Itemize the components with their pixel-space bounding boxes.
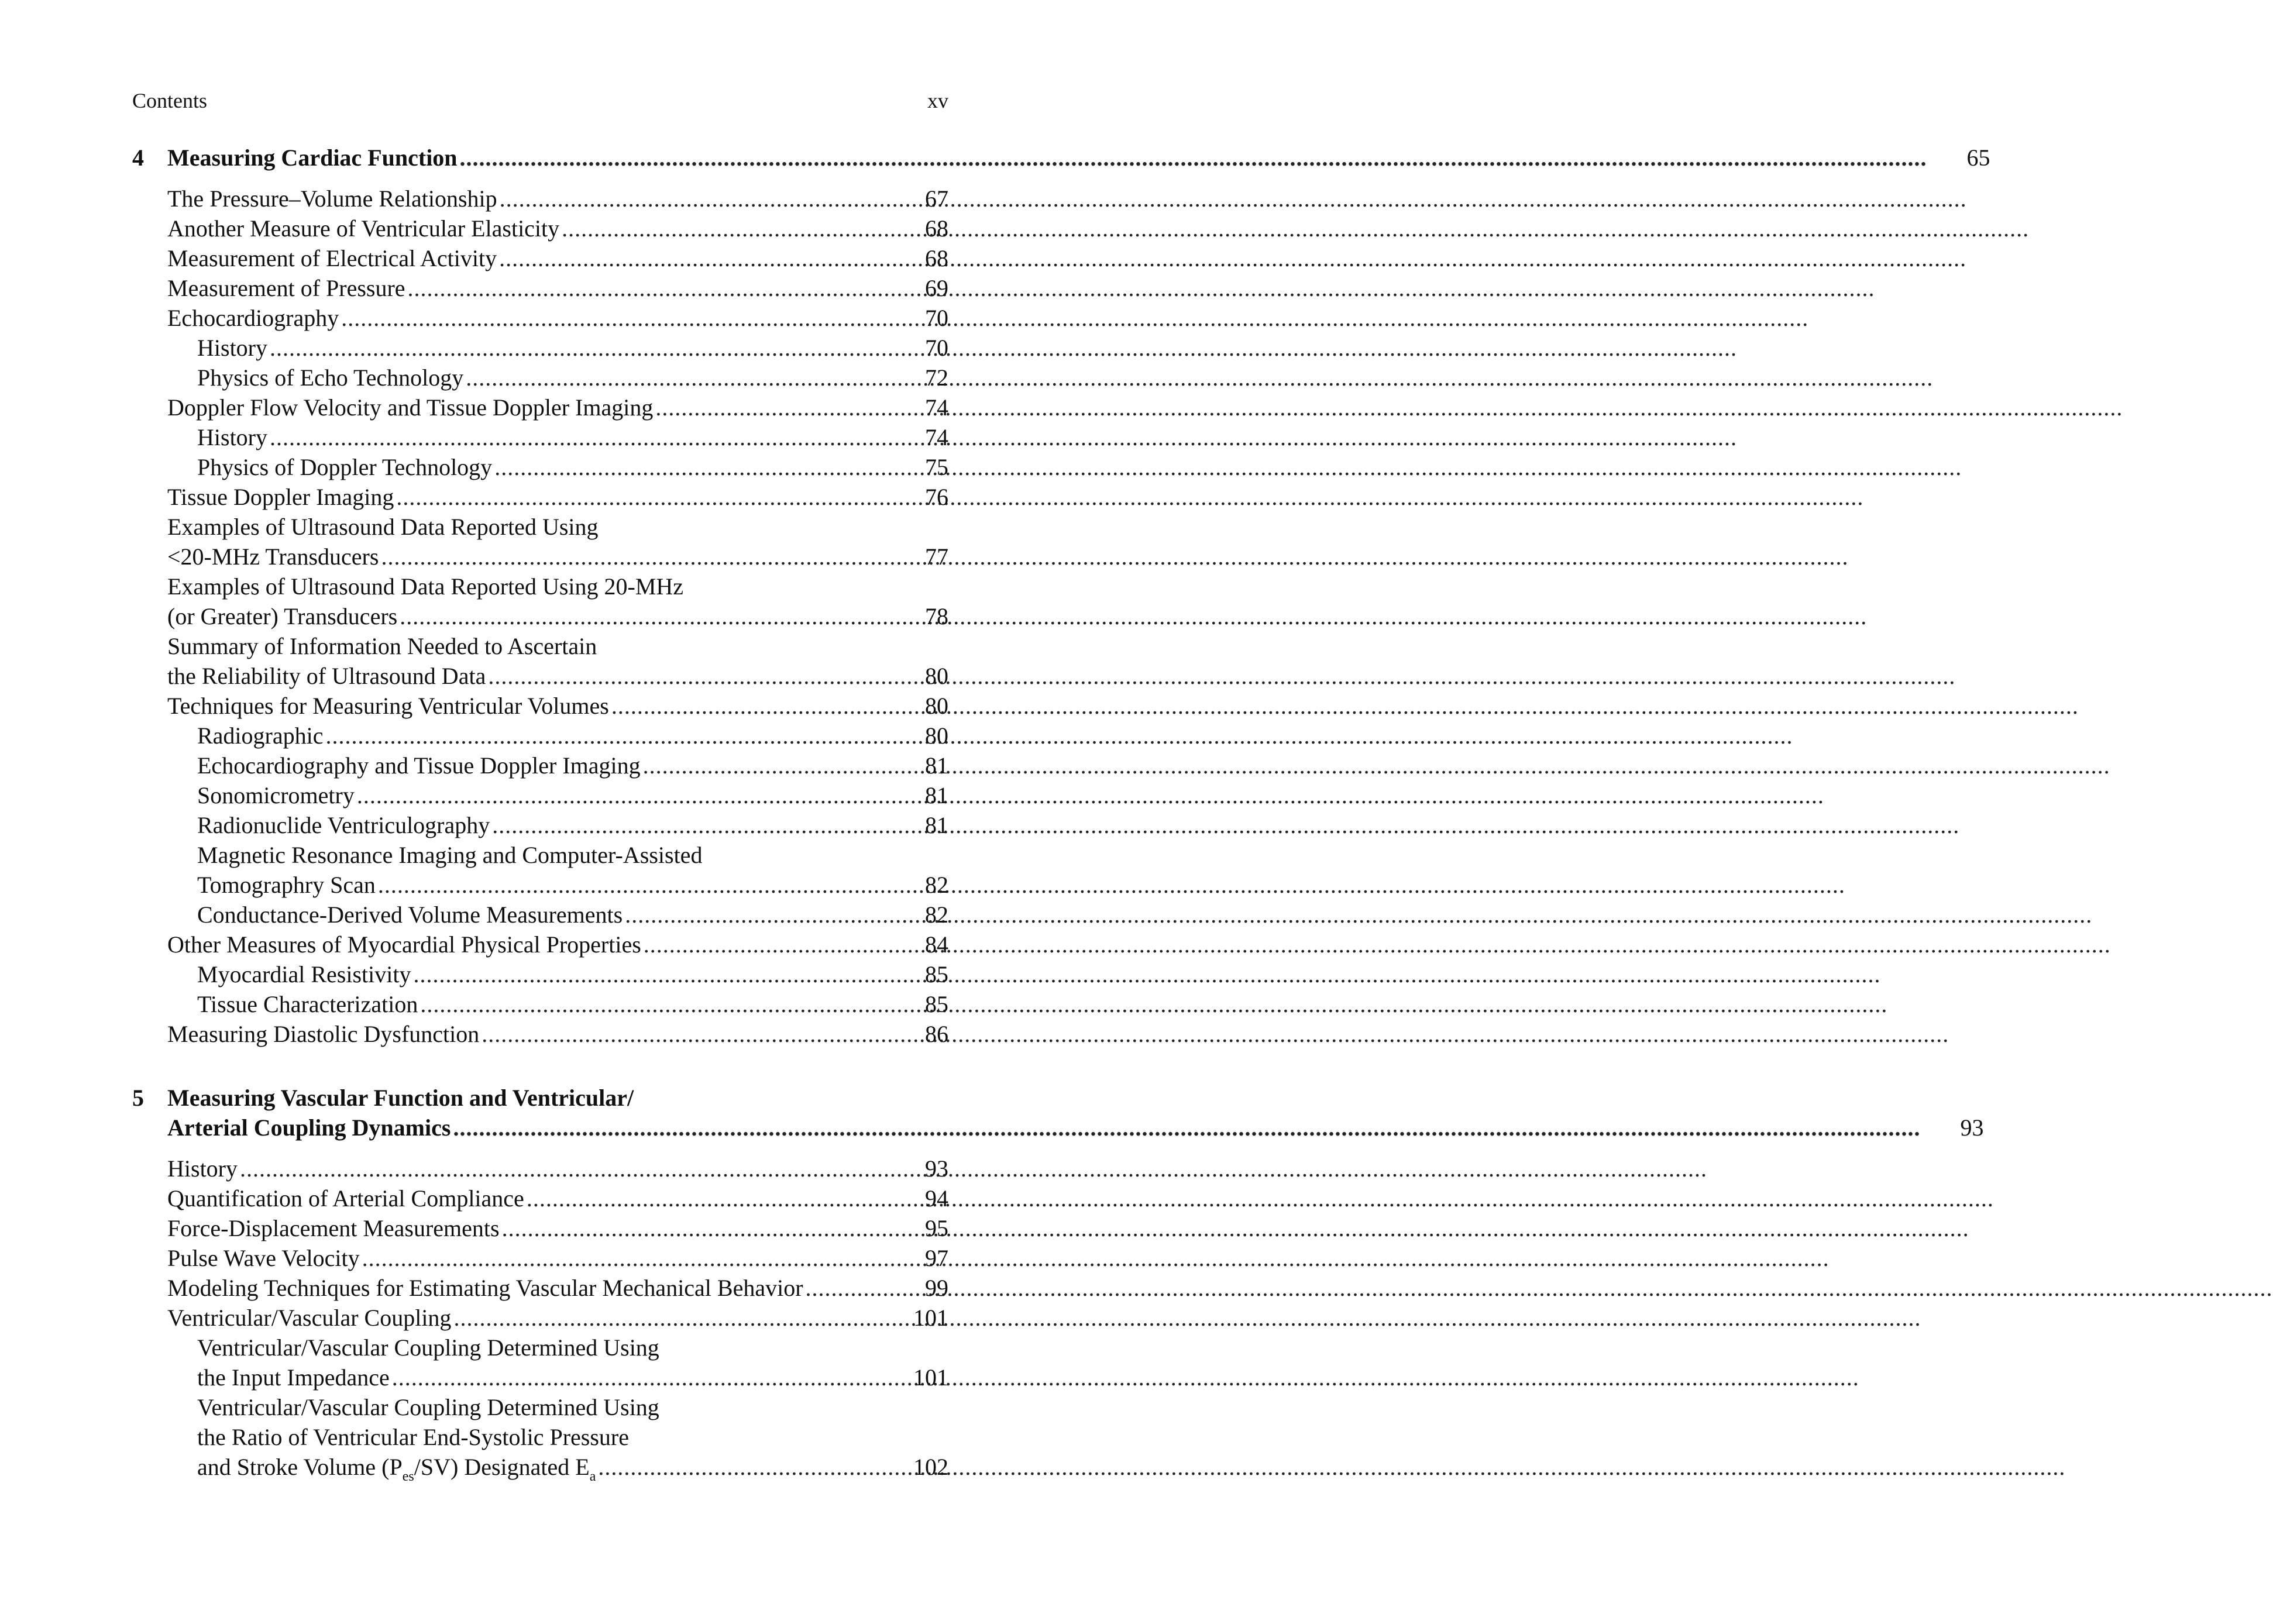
dot-leader (492, 810, 885, 840)
chapter-number: 4 (132, 144, 144, 171)
entry-title: Physics of Doppler Technology (197, 454, 493, 480)
dot-leader (625, 900, 885, 930)
dot-leader (392, 1362, 885, 1392)
entry-title: Modeling Techniques for Estimating Vascular Mechanical Behavior (167, 1275, 803, 1301)
page-ref: 93 (1960, 1114, 1984, 1141)
page-ref: 68 (925, 245, 948, 271)
entry-title: <20-MHz Transducers (167, 543, 379, 570)
entry-title (197, 1452, 596, 1482)
toc-line (132, 840, 948, 870)
page-ref: 77 (925, 543, 948, 570)
toc-line (132, 1422, 948, 1452)
dot-leader (341, 303, 885, 333)
toc-subentry[interactable] (132, 721, 948, 751)
entry-title: History (197, 335, 267, 361)
toc-subentry[interactable] (132, 810, 948, 840)
toc-line (167, 143, 1990, 173)
chapter-title: Arterial Coupling Dynamics (167, 1114, 451, 1141)
dot-leader (527, 1183, 885, 1213)
toc-line (132, 631, 948, 661)
entry-title: the Ratio of Ventricular End-Systolic Pressure (197, 1424, 630, 1450)
page-ref: 93 (925, 1155, 948, 1182)
page-ref: 80 (925, 693, 948, 719)
entry-title: (or Greater) Transducers (167, 603, 398, 629)
page-ref: 74 (925, 424, 948, 450)
entry-title: Ventricular/Vascular Coupling Determined Using (197, 1334, 659, 1361)
dot-leader (357, 780, 885, 810)
entry-title: Myocardial Resistivity (197, 961, 411, 988)
toc-entry-multiline[interactable] (132, 512, 948, 572)
toc-entry[interactable] (132, 393, 948, 422)
toc-line (132, 1452, 948, 1482)
page-ref: 81 (925, 812, 948, 838)
entry-title: Tissue Characterization (197, 991, 418, 1017)
entry-title: History (167, 1155, 238, 1182)
dot-leader (482, 1019, 885, 1049)
page-ref: 76 (925, 484, 948, 510)
page-ref: 75 (925, 454, 948, 480)
entry-title: Echocardiography (167, 305, 339, 331)
page-ref: 81 (925, 752, 948, 779)
toc-subentry[interactable] (132, 780, 948, 810)
toc-subentry[interactable] (132, 989, 948, 1019)
entry-title: Tomographry Scan (197, 872, 376, 898)
toc-entry[interactable] (132, 1154, 948, 1183)
entry-title: Examples of Ultrasound Data Reported Using (167, 514, 599, 540)
page-ref: 65 (1966, 144, 1990, 171)
entry-title: Doppler Flow Velocity and Tissue Doppler Imaging (167, 394, 654, 421)
toc-subentry[interactable] (132, 452, 948, 482)
toc-entry[interactable] (132, 1183, 948, 1213)
toc-line (132, 1333, 948, 1362)
dot-leader (643, 751, 885, 780)
dot-leader (499, 243, 885, 273)
entry-title: Other Measures of Myocardial Physical Properties (167, 931, 641, 958)
entry-title: the Reliability of Ultrasound Data (167, 663, 486, 689)
entry-title: Conductance-Derived Volume Measurements (197, 902, 623, 928)
toc-line (132, 601, 948, 631)
page-ref: 102 (913, 1454, 948, 1480)
entry-title: the Input Impedance (197, 1364, 390, 1391)
dot-leader (644, 930, 885, 959)
page-ref: 67 (925, 185, 948, 212)
entry-title: Measurement of Pressure (167, 275, 405, 301)
page-ref: 82 (925, 902, 948, 928)
dot-leader (240, 1154, 885, 1183)
dot-leader (381, 542, 885, 572)
toc-entry[interactable] (132, 1213, 948, 1243)
entry-title: Radionuclide Ventriculography (197, 812, 490, 838)
toc-subentry[interactable] (132, 751, 948, 780)
page-ref: 94 (925, 1185, 948, 1212)
toc-line (132, 661, 948, 691)
subscript-a: a (589, 1469, 596, 1484)
entry-title: Force-Displacement Measurements (167, 1215, 500, 1241)
toc-entry[interactable] (132, 303, 948, 333)
page-ref: 84 (925, 931, 948, 958)
page-ref: 101 (913, 1364, 948, 1391)
dot-leader (598, 1452, 885, 1482)
dot-leader (408, 273, 885, 303)
page-ref: 69 (925, 275, 948, 301)
toc-line (132, 1392, 948, 1422)
entry-title: Sonomicrometry (197, 782, 355, 808)
chapter-heading[interactable] (132, 1083, 1984, 1143)
dot-leader (453, 1303, 885, 1333)
dot-leader (494, 452, 885, 482)
page-ref: 78 (925, 603, 948, 629)
toc-subentry[interactable] (132, 363, 948, 393)
entry-title: Measuring Diastolic Dysfunction (167, 1021, 480, 1047)
dot-leader (611, 691, 885, 721)
dot-leader (420, 989, 885, 1019)
dot-leader (453, 1113, 1920, 1143)
entry-title-part: and Stroke Volume (P (197, 1454, 403, 1480)
toc-subentry-multiline[interactable] (132, 840, 948, 900)
toc-entry[interactable] (132, 482, 948, 512)
page-ref: 97 (925, 1245, 948, 1271)
toc-subentry[interactable] (132, 333, 948, 363)
entry-title: Physics of Echo Technology (197, 364, 464, 391)
page-number: xv (927, 89, 948, 112)
entry-title: The Pressure–Volume Relationship (167, 185, 497, 212)
dot-leader (362, 1243, 885, 1273)
toc-entry-multiline[interactable] (132, 572, 948, 631)
toc-line (167, 1113, 1983, 1143)
toc-subentry[interactable] (132, 422, 948, 452)
toc-entry[interactable] (132, 214, 948, 243)
toc-entry[interactable] (132, 1273, 948, 1303)
entry-title: Ventricular/Vascular Coupling (167, 1305, 452, 1331)
dot-leader (326, 721, 886, 751)
page-ref: 68 (925, 215, 948, 242)
dot-leader (502, 1213, 885, 1243)
dot-leader (500, 184, 885, 214)
dot-leader (270, 333, 885, 363)
dot-leader (378, 870, 885, 900)
dot-leader (562, 214, 885, 243)
dot-leader (806, 1273, 885, 1303)
toc-subentry[interactable] (132, 900, 948, 930)
toc-line (132, 1362, 948, 1392)
dot-leader (655, 393, 885, 422)
toc-entry[interactable] (132, 243, 948, 273)
dot-leader (396, 482, 885, 512)
entry-title: Ventricular/Vascular Coupling Determined Using (197, 1394, 659, 1420)
page-ref: 80 (925, 663, 948, 689)
table-of-contents (132, 143, 1990, 1484)
chapter-title: Measuring Cardiac Function (167, 144, 458, 171)
dot-leader (488, 661, 885, 691)
toc-entry[interactable] (132, 691, 948, 721)
page-ref: 95 (925, 1215, 948, 1241)
entry-title: Tissue Doppler Imaging (167, 484, 394, 510)
page-ref: 86 (925, 1021, 948, 1047)
running-head (132, 88, 948, 113)
entry-title: Summary of Information Needed to Ascertain (167, 633, 597, 659)
dot-leader (414, 959, 885, 989)
entry-title: Echocardiography and Tissue Doppler Imaging (197, 752, 641, 779)
page-ref: 70 (925, 305, 948, 331)
toc-entry[interactable] (132, 1303, 948, 1333)
entry-title: History (197, 424, 267, 450)
entry-title: Examples of Ultrasound Data Reported Using 20-MHz (167, 573, 684, 600)
entry-title: Techniques for Measuring Ventricular Volumes (167, 693, 609, 719)
chapter-title: Measuring Vascular Function and Ventricular/ (167, 1085, 634, 1111)
entry-title: Pulse Wave Velocity (167, 1245, 360, 1271)
page-ref: 74 (925, 394, 948, 421)
chapter-number: 5 (132, 1085, 144, 1111)
toc-line (167, 1083, 1983, 1113)
page-ref: 101 (913, 1305, 948, 1331)
toc-line (132, 870, 948, 900)
entry-title: Another Measure of Ventricular Elasticity (167, 215, 560, 242)
entry-title: Measurement of Electrical Activity (167, 245, 497, 271)
entry-title: Quantification of Arterial Compliance (167, 1185, 524, 1212)
page-ref: 99 (925, 1275, 948, 1301)
page-ref: 85 (925, 961, 948, 988)
entry-title: Radiographic (197, 722, 324, 749)
toc-subentry[interactable] (132, 959, 948, 989)
dot-leader (400, 601, 885, 631)
page-ref: 81 (925, 782, 948, 808)
toc-entry-multiline[interactable] (132, 631, 948, 691)
page-ref: 85 (925, 991, 948, 1017)
toc-line (132, 572, 948, 601)
entry-title: Magnetic Resonance Imaging and Computer-Assisted (197, 842, 703, 868)
toc-subentry-multiline[interactable] (132, 1392, 948, 1482)
toc-entry[interactable] (132, 930, 948, 959)
toc-subentry-multiline[interactable] (132, 1333, 948, 1392)
toc-entry[interactable] (132, 184, 948, 214)
page-ref: 70 (925, 335, 948, 361)
dot-leader (460, 143, 1927, 173)
toc-entry[interactable] (132, 1019, 948, 1049)
page-ref: 82 (925, 872, 948, 898)
dot-leader (270, 422, 885, 452)
toc-entry[interactable] (132, 273, 948, 303)
page-ref: 80 (925, 722, 948, 749)
entry-title-part: /SV) Designated E (414, 1454, 590, 1480)
running-head-title: Contents (132, 89, 208, 112)
toc-entry[interactable] (132, 1243, 948, 1273)
page-ref: 72 (925, 364, 948, 391)
toc-line (132, 512, 948, 542)
dot-leader (466, 363, 885, 393)
chapter-heading[interactable] (132, 143, 1990, 173)
subscript-es: es (402, 1469, 414, 1484)
toc-line (132, 542, 948, 572)
